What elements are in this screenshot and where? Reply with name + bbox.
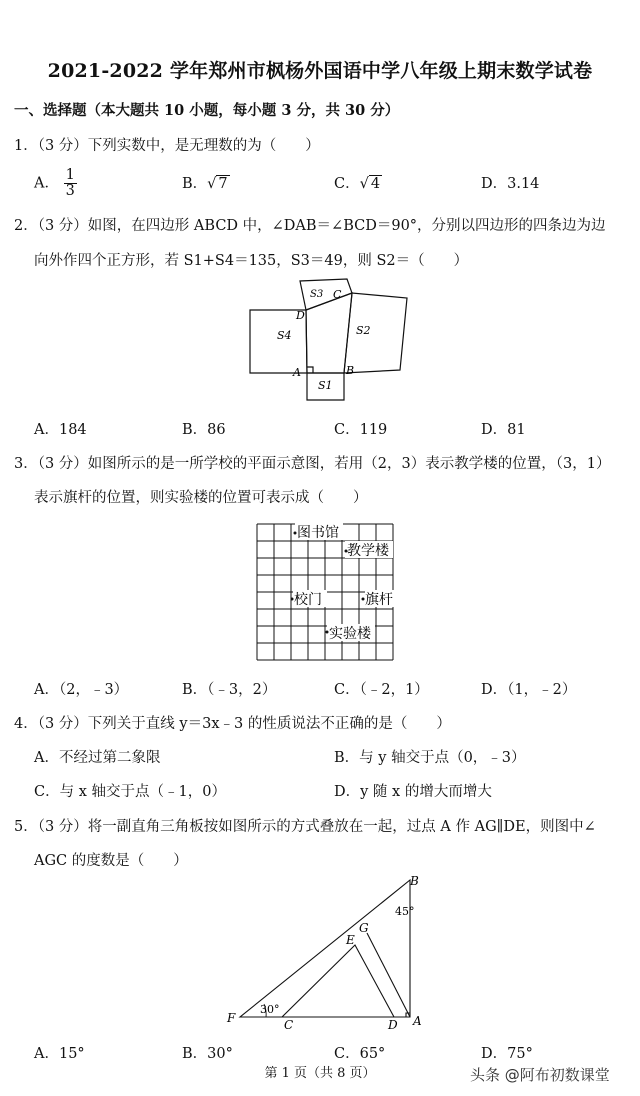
question-2-line2: 向外作四个正方形，若 S1+S4＝135，S3＝49，则 S2＝（ ） <box>34 253 469 269</box>
square-s3 <box>300 279 352 310</box>
q5-triangles-figure <box>222 870 432 1032</box>
q5-option-a: A．15° <box>34 1046 85 1062</box>
q3-option-b: B．（﹣3，2） <box>182 682 277 698</box>
question-3-line1: 3．（3 分）如图所示的是一所学校的平面示意图，若用（2，3）表示教学楼的位置，（3，1） <box>14 456 611 472</box>
triangle-30 <box>240 880 410 1017</box>
q4-option-d: D．y 随 x 的增大而增大 <box>334 784 492 800</box>
point-d-label: D <box>296 309 305 322</box>
section-heading: 一、选择题（本大题共 10 小题，每小题 3 分，共 30 分） <box>14 102 400 119</box>
question-1-text: 1．（3 分）下列实数中，是无理数的为（ ） <box>14 138 320 154</box>
fraction <box>64 168 77 199</box>
label-library: 图书馆 <box>297 525 339 541</box>
question-3-line2: 表示旗杆的位置，则实验楼的位置可表示成（ ） <box>34 490 368 506</box>
point-e-label: E <box>346 933 355 947</box>
q4-option-c: C．与 x 轴交于点（﹣1，0） <box>34 784 226 800</box>
radicand: 7 <box>218 176 228 192</box>
point-b-label: B <box>410 874 419 888</box>
point-b-label: B <box>346 364 355 377</box>
q5-option-c: C．65° <box>334 1046 386 1062</box>
q3-option-a: A．（2，﹣3） <box>34 682 129 698</box>
label-s1: S1 <box>318 379 333 392</box>
q2-option-b: B．86 <box>182 422 226 438</box>
point-c-label: C <box>333 288 342 301</box>
line-ag <box>367 933 410 1017</box>
q1-option-b <box>182 172 230 193</box>
q1-option-d: D．3.14 <box>481 176 540 192</box>
radicand: 4 <box>370 176 381 192</box>
label-teaching-building: 教学楼 <box>347 543 389 559</box>
q1-option-c <box>334 172 382 193</box>
point-d-label: D <box>388 1018 398 1032</box>
paper-title: 2021-2022 学年郑州市枫杨外国语中学八年级上期末数学试卷 <box>47 60 593 82</box>
q2-option-d: D．81 <box>481 422 526 438</box>
option-label: A． <box>34 175 59 192</box>
fraction-denominator: 3 <box>65 183 75 199</box>
right-angle-mark <box>307 367 313 373</box>
q3-option-d: D．（1，﹣2） <box>481 682 577 698</box>
point-f-label: F <box>227 1011 236 1025</box>
q2-option-a: A．184 <box>34 422 87 438</box>
option-label: B． <box>182 176 208 192</box>
fraction-numerator: 1 <box>65 167 75 183</box>
q4-option-a: A．不经过第二象限 <box>34 750 161 766</box>
label-s2: S2 <box>356 324 371 337</box>
q2-option-c: C．119 <box>334 422 388 438</box>
q3-option-c: C．（﹣2，1） <box>334 682 429 698</box>
point-a-label: A <box>413 1014 422 1028</box>
label-lab-building: 实验楼 <box>329 626 371 642</box>
question-5-line1: 5．（3 分）将一副直角三角板按如图所示的方式叠放在一起，过点 A 作 AG∥DE，则图中∠ <box>14 819 596 835</box>
q5-option-b: B．30° <box>182 1046 233 1062</box>
q4-option-b: B．与 y 轴交于点（0，﹣3） <box>334 750 526 766</box>
page-footer: 第 1 页（共 8 页） <box>264 1066 376 1081</box>
watermark: 头条 @阿布初数课堂 <box>470 1066 610 1084</box>
radical-icon: √ <box>359 176 369 192</box>
q1-option-a <box>34 168 77 199</box>
angle-30-label: 30° <box>260 1003 280 1016</box>
angle-45-label: 45° <box>395 905 415 918</box>
q2-squares-figure <box>240 278 420 408</box>
question-5-line2: AGC 的度数是（ ） <box>34 853 188 869</box>
square-s2 <box>344 293 407 373</box>
point-c-label: C <box>284 1018 294 1032</box>
q3-school-map <box>255 522 397 662</box>
label-flagpole: 旗杆 <box>365 592 393 608</box>
radical-icon: √ <box>207 176 217 192</box>
label-s4: S4 <box>277 329 292 342</box>
label-s3: S3 <box>310 289 324 300</box>
triangle-45 <box>282 945 394 1017</box>
q5-option-d: D．75° <box>481 1046 533 1062</box>
point-a-label: A <box>293 366 301 379</box>
question-4-text: 4．（3 分）下列关于直线 y＝3x﹣3 的性质说法不正确的是（ ） <box>14 716 451 732</box>
label-school-gate: 校门 <box>294 592 322 608</box>
point-g-label: G <box>359 921 369 935</box>
option-label: C． <box>334 176 360 192</box>
question-2-line1: 2．（3 分）如图，在四边形 ABCD 中，∠DAB＝∠BCD＝90°，分别以四边形的四条边为边 <box>14 218 606 234</box>
